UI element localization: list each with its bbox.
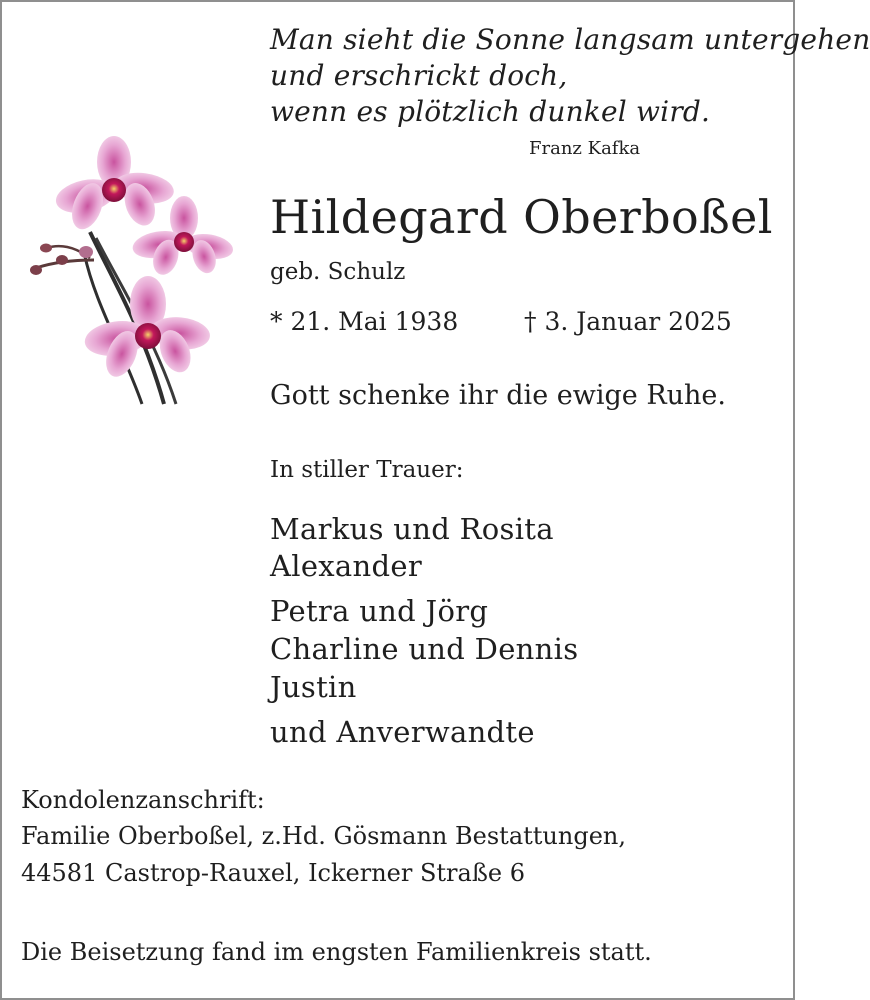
quote-line-2: und erschrickt doch, (270, 59, 568, 92)
mourner-item: Alexander (270, 549, 422, 583)
mourner-item: Charline und Dennis (270, 632, 579, 666)
quote-line-1: Man sieht die Sonne langsam untergehen (270, 23, 870, 56)
condolence-address-line-1: Familie Oberboßel, z.Hd. Gösmann Bestattungen, (21, 822, 626, 850)
deceased-name: Hildegard Oberboßel (270, 190, 773, 244)
mourner-item: und Anverwandte (270, 715, 535, 749)
death-date: † 3. Januar 2025 (524, 307, 732, 336)
condolence-address-line-2: 44581 Castrop-Rauxel, Ickerner Straße 6 (21, 859, 525, 887)
mourner-item: Petra und Jörg (270, 594, 489, 628)
mourner-item: Justin (270, 670, 357, 704)
blessing-text: Gott schenke ihr die ewige Ruhe. (270, 380, 726, 411)
funeral-note: Die Beisetzung fand im engsten Familienkreis statt. (21, 938, 652, 966)
condolence-heading: Kondolenzanschrift: (21, 786, 265, 814)
maiden-name: geb. Schulz (270, 259, 406, 285)
birth-date: * 21. Mai 1938 (270, 307, 459, 336)
quote-author: Franz Kafka (529, 138, 641, 159)
orchid-image (24, 142, 230, 404)
mourner-item: Markus und Rosita (270, 512, 554, 546)
mourning-heading: In stiller Trauer: (270, 457, 464, 483)
quote-line-3: wenn es plötzlich dunkel wird. (270, 95, 711, 128)
